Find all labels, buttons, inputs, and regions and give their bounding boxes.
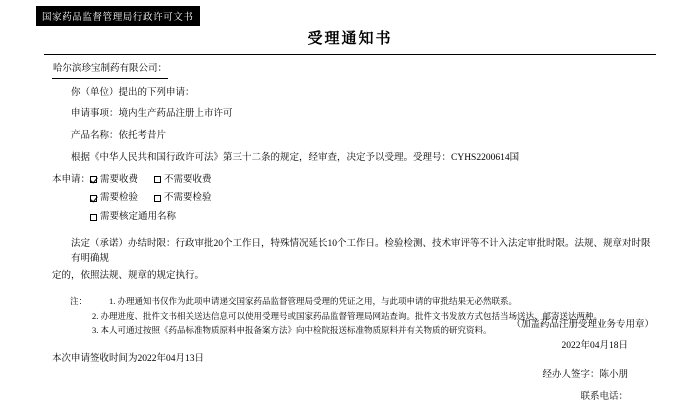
title-divider <box>44 54 656 55</box>
checkbox-checked-icon[interactable] <box>90 195 97 202</box>
option-fee-required[interactable] <box>90 173 138 188</box>
application-matter-line: 申请事项：境内生产药品注册上市许可 <box>71 109 233 120</box>
note-text: 2. 办理进度、批件文书相关送达信息可以使用受理号或国家药品监督管理局网站查询。批件文书发放方式包括当场送达、邮寄送达两种。 <box>92 310 603 321</box>
receipt-date-line: 本次申请签收时间为2022年04月13日 <box>52 353 205 364</box>
option-label: 不需要检验 <box>164 193 212 204</box>
issue-date: 2022年04月18日 <box>561 341 628 351</box>
application-options-block <box>52 173 656 225</box>
option-label: 需要核定通用名称 <box>100 212 177 223</box>
option-label: 需要收费 <box>100 174 139 185</box>
option-fee-not-required[interactable] <box>154 173 212 188</box>
option-row-fee <box>52 173 656 188</box>
org-banner: 国家药品监督管理局行政许可文书 <box>36 6 200 26</box>
application-label: 本申请： <box>52 174 91 185</box>
option-inspection-not-required[interactable] <box>154 191 212 206</box>
handler-signature: 经办人签字：陈小朋 <box>542 370 628 380</box>
product-name-line: 产品名称：依托考昔片 <box>71 131 167 142</box>
note-row-1 <box>70 294 656 308</box>
notes-label: 注： <box>70 296 88 307</box>
option-row-generic-name <box>52 210 656 225</box>
intro-line: 你（单位）提出的下列申请： <box>71 87 195 98</box>
note-text: 3. 本人可通过按照《药品标准物质原料申报备案方法》向中检院报送标准物质原料并有关物质的研究资料。 <box>92 325 492 336</box>
contact-phone: 联系电话： <box>580 392 628 402</box>
seal-note: （加盖药品注册受理业务专用章） <box>511 320 654 330</box>
checkbox-empty-icon[interactable] <box>90 214 97 221</box>
note-text: 1. 办理通知书仅作为此项申请递交国家药品监督管理局受理的凭证之用，与此项申请的审批结果无必然联系。 <box>109 296 518 307</box>
option-generic-name-required[interactable] <box>90 210 176 225</box>
option-row-inspection <box>52 191 656 206</box>
checkbox-empty-icon[interactable] <box>154 195 161 202</box>
legal-basis-line: 根据《中华人民共和国行政许可法》第三十二条的规定，经审查，决定予以受理。受理号：CYHS2200614国 <box>71 152 520 163</box>
checkbox-empty-icon[interactable] <box>154 176 161 183</box>
option-inspection-required[interactable] <box>90 191 138 206</box>
promise-line-1: 法定（承诺）办结时限：行政审批20个工作日，特殊情况延长10个工作日。检验检测、技术审评等不计入法定审批时限。法规、规章对时限有明确规 <box>71 238 651 264</box>
option-label: 需要检验 <box>100 193 139 204</box>
checkbox-checked-icon[interactable] <box>90 176 97 183</box>
page-title: 受理通知书 <box>307 31 393 47</box>
option-label: 不需要收费 <box>164 174 212 185</box>
applicant-name: 哈尔滨珍宝制药有限公司： <box>52 62 168 79</box>
promise-line-2: 定的，依照法规、规章的规定执行。 <box>52 271 205 282</box>
